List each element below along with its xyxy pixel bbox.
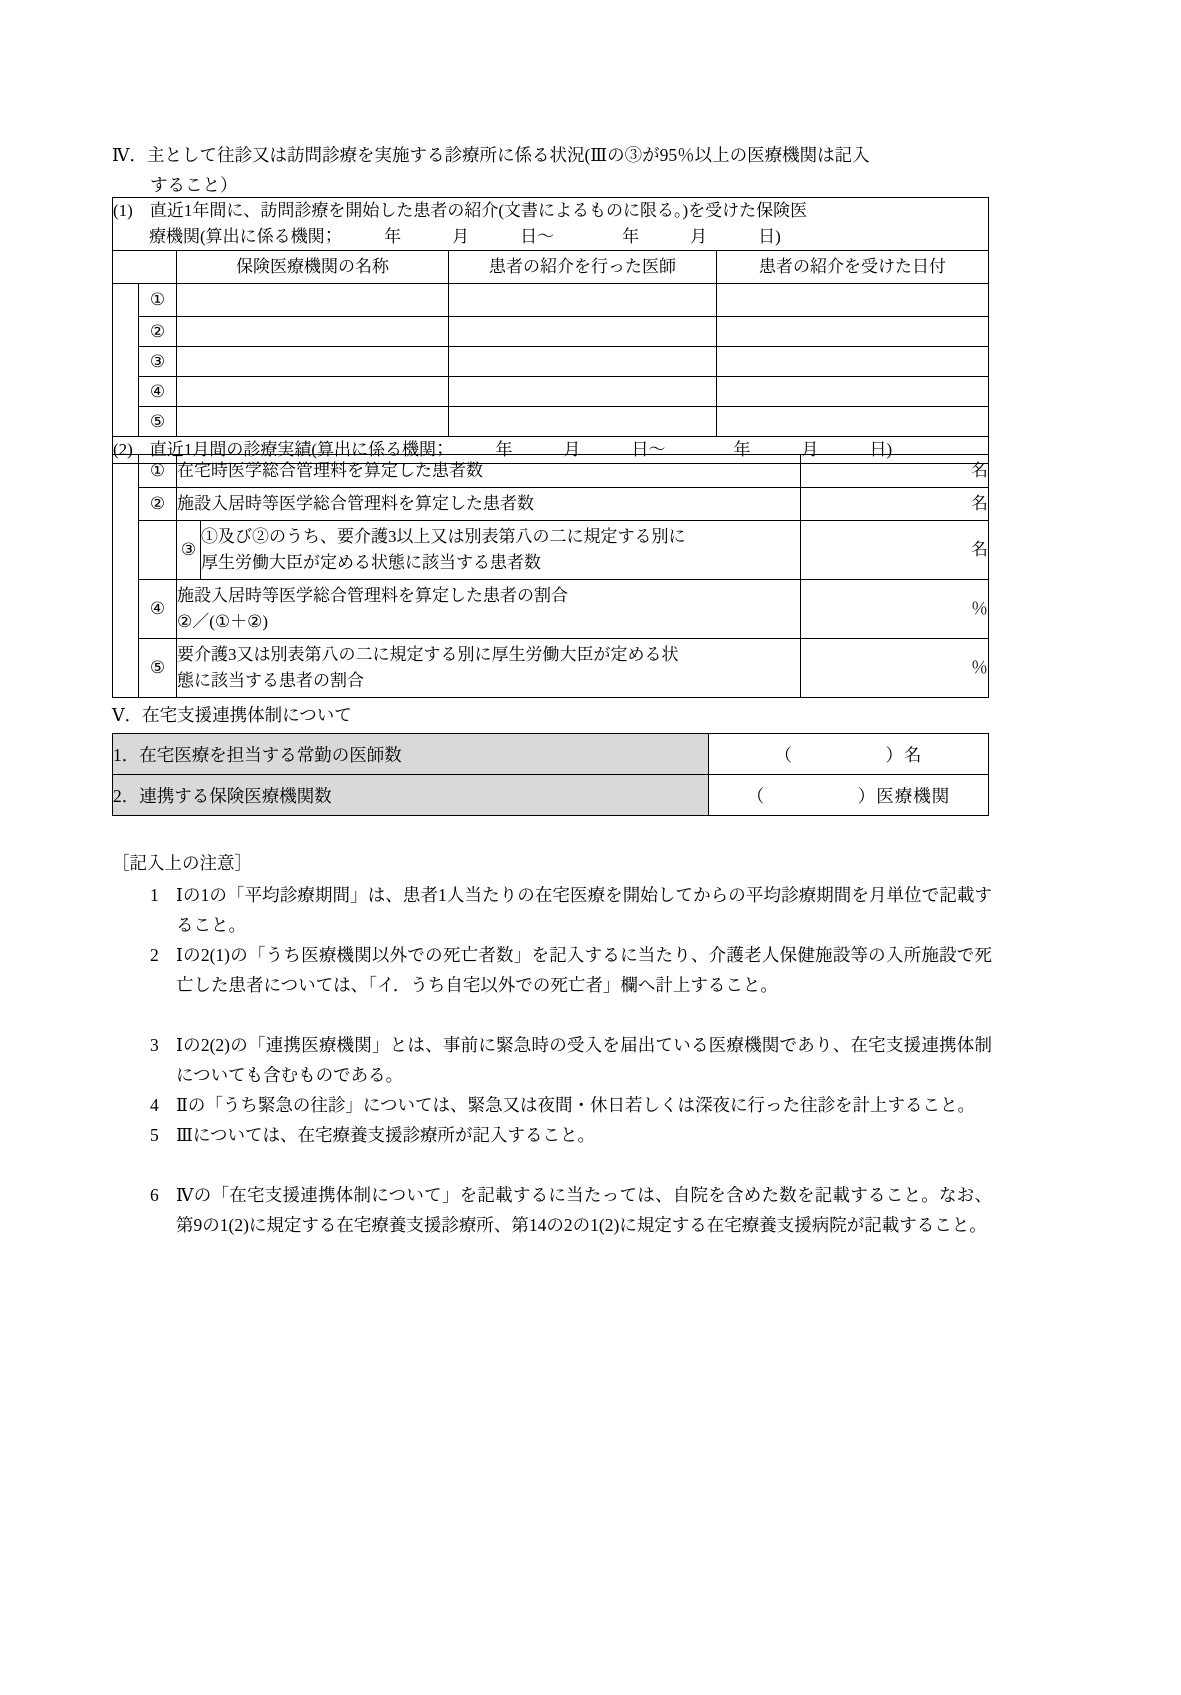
input-referral-date-5[interactable] — [717, 407, 989, 437]
row-label-1: 在宅時医学総合管理料を算定した患者数 — [177, 455, 801, 488]
row-unit-1[interactable]: 名 — [801, 455, 989, 488]
input-institution-name-1[interactable] — [177, 284, 449, 317]
table-row — [113, 734, 989, 775]
row-group-spacer-2 — [113, 455, 139, 698]
note-item-5 — [150, 1120, 992, 1150]
note-number-3: 3 — [150, 1035, 159, 1055]
note-item-3 — [150, 1030, 992, 1090]
header-referring-doctor: 患者の紹介を行った医師 — [449, 251, 717, 284]
row-label-4-line2: ②／(①＋②) — [177, 612, 269, 631]
note-gap-1 — [112, 1000, 992, 1030]
section-4-2-table — [112, 454, 989, 698]
row-mark-2: ② — [139, 488, 177, 521]
table-row — [113, 521, 989, 580]
table-row — [113, 639, 989, 698]
input-referring-doctor-5[interactable] — [449, 407, 717, 437]
note-item-6 — [150, 1180, 992, 1240]
row-label-5-line2: 態に該当する患者の割合 — [177, 671, 364, 690]
table-row — [113, 347, 989, 377]
note-number-4: 4 — [150, 1095, 159, 1115]
note-text-5: Ⅲについては、在宅療養支援診療所が記入すること。 — [176, 1125, 596, 1145]
subsection-2-number: (2) — [113, 440, 133, 459]
note-text-4: Ⅱの「うち緊急の往診」については、緊急又は夜間・休日若しくは深夜に行った往診を計上すること。 — [176, 1095, 976, 1115]
row-mark: ⑤ — [139, 407, 177, 437]
header-institution-name: 保険医療機関の名称 — [177, 251, 449, 284]
input-institution-name-3[interactable] — [177, 347, 449, 377]
note-number-5: 5 — [150, 1125, 159, 1145]
section-5-row-1-label: 1．在宅医療を担当する常勤の医師数 — [113, 734, 709, 775]
row-label-4-line1: 施設入居時等医学総合管理料を算定した患者の割合 — [177, 586, 568, 605]
input-referral-date-4[interactable] — [717, 377, 989, 407]
section-5-table — [112, 733, 989, 816]
note-gap-2 — [112, 1150, 992, 1180]
header-referral-date: 患者の紹介を受けた日付 — [717, 251, 989, 284]
row-mark: ① — [139, 284, 177, 317]
row-label-3-line2: 厚生労働大臣が定める状態に該当する患者数 — [201, 553, 541, 572]
row-3-left-spacer — [139, 521, 177, 580]
input-institution-name-5[interactable] — [177, 407, 449, 437]
notes-title: ［記入上の注意］ — [112, 853, 252, 873]
input-institution-name-2[interactable] — [177, 317, 449, 347]
note-item-1 — [150, 880, 992, 940]
note-number-2: 2 — [150, 945, 159, 965]
subsection-1-text-line1: 直近1年間に、訪問診療を開始した患者の紹介(文書によるものに限る。)を受けた保険医 — [149, 201, 808, 220]
subsection-1-text-line2: 療機関(算出に係る機関； 年 月 日～ 年 月 日) — [149, 227, 781, 246]
row-unit-2[interactable]: 名 — [801, 488, 989, 521]
row-mark-3: ③ — [177, 521, 201, 580]
table-row — [113, 455, 989, 488]
note-text-6: Ⅳの「在宅支援連携体制について」を記載するに当たっては、自院を含めた数を記載すること。なお、第9の1(2)に規定する在宅療養支援診療所、第14の2の1(2)に規定する在宅療養支援病院が記載すること。 — [176, 1185, 992, 1235]
row-label-5-line1: 要介護3又は別表第八の二に規定する別に厚生労働大臣が定める状 — [177, 645, 679, 664]
row-unit-5[interactable]: ％ — [801, 639, 989, 698]
section-5-row-1-value[interactable]: （ ）名 — [709, 734, 989, 775]
table-row — [113, 488, 989, 521]
row-label-4 — [177, 580, 801, 639]
section-5-row-2-label: 2．連携する保険医療機関数 — [113, 775, 709, 816]
note-text-3: Ⅰの2(2)の「連携医療機関」とは、事前に緊急時の受入を届出ている医療機関であり、在宅支援連携体制についても含むものである。 — [176, 1035, 992, 1085]
input-referring-doctor-4[interactable] — [449, 377, 717, 407]
row-label-5 — [177, 639, 801, 698]
table-row — [113, 407, 989, 437]
row-unit-3[interactable]: 名 — [801, 521, 989, 580]
note-item-4 — [150, 1090, 992, 1120]
note-text-2: Ⅰの2(1)の「うち医療機関以外での死亡者数」を記入するに当たり、介護老人保健施設等の入所施設で死亡した患者については、「イ．うち自宅以外での死亡者」欄へ計上すること。 — [176, 945, 992, 995]
note-number-1: 1 — [150, 885, 159, 905]
table-row — [113, 317, 989, 347]
row-mark: ③ — [139, 347, 177, 377]
subsection-2-text: 直近1月間の診療実績(算出に係る機関； 年 月 日～ 年 月 日) — [149, 440, 893, 459]
section-4-table — [112, 197, 989, 464]
notes-section — [112, 848, 992, 1240]
note-item-2 — [150, 940, 992, 1000]
table-row — [113, 284, 989, 317]
section-4-heading-line2: すること） — [150, 175, 238, 195]
section-5-row-2-value[interactable]: （ ）医療機関 — [709, 775, 989, 816]
row-mark-1: ① — [139, 455, 177, 488]
row-mark: ② — [139, 317, 177, 347]
input-institution-name-4[interactable] — [177, 377, 449, 407]
table-row — [113, 377, 989, 407]
row-label-3 — [201, 521, 801, 580]
header-blank-cell — [113, 251, 177, 284]
subsection-1-banner-row — [113, 198, 989, 251]
section-4-heading-line1: Ⅳ．主として往診又は訪問診療を実施する診療所に係る状況(Ⅲの③が95％以上の医療機関は記入 — [112, 145, 870, 165]
input-referring-doctor-3[interactable] — [449, 347, 717, 377]
row-label-2: 施設入居時等医学総合管理料を算定した患者数 — [177, 488, 801, 521]
row-mark-5: ⑤ — [139, 639, 177, 698]
subsection-1-number: (1) — [113, 201, 133, 220]
row-mark-4: ④ — [139, 580, 177, 639]
note-number-6: 6 — [150, 1185, 159, 1205]
section-5-heading: Ⅴ．在宅支援連携体制について — [112, 705, 352, 725]
row-label-3-line1: ①及び②のうち、要介護3以上又は別表第八の二に規定する別に — [201, 527, 686, 546]
row-group-spacer — [113, 284, 139, 437]
note-text-1: Ⅰの1の「平均診療期間」は、患者1人当たりの在宅医療を開始してからの平均診療期間を月単位で記載すること。 — [176, 885, 992, 935]
row-mark: ④ — [139, 377, 177, 407]
table-row — [113, 580, 989, 639]
subsection-1-banner — [113, 198, 989, 251]
row-unit-4[interactable]: ％ — [801, 580, 989, 639]
input-referral-date-3[interactable] — [717, 347, 989, 377]
input-referral-date-1[interactable] — [717, 284, 989, 317]
input-referring-doctor-1[interactable] — [449, 284, 717, 317]
subsection-1-header-row — [113, 251, 989, 284]
table-row — [113, 775, 989, 816]
input-referral-date-2[interactable] — [717, 317, 989, 347]
input-referring-doctor-2[interactable] — [449, 317, 717, 347]
